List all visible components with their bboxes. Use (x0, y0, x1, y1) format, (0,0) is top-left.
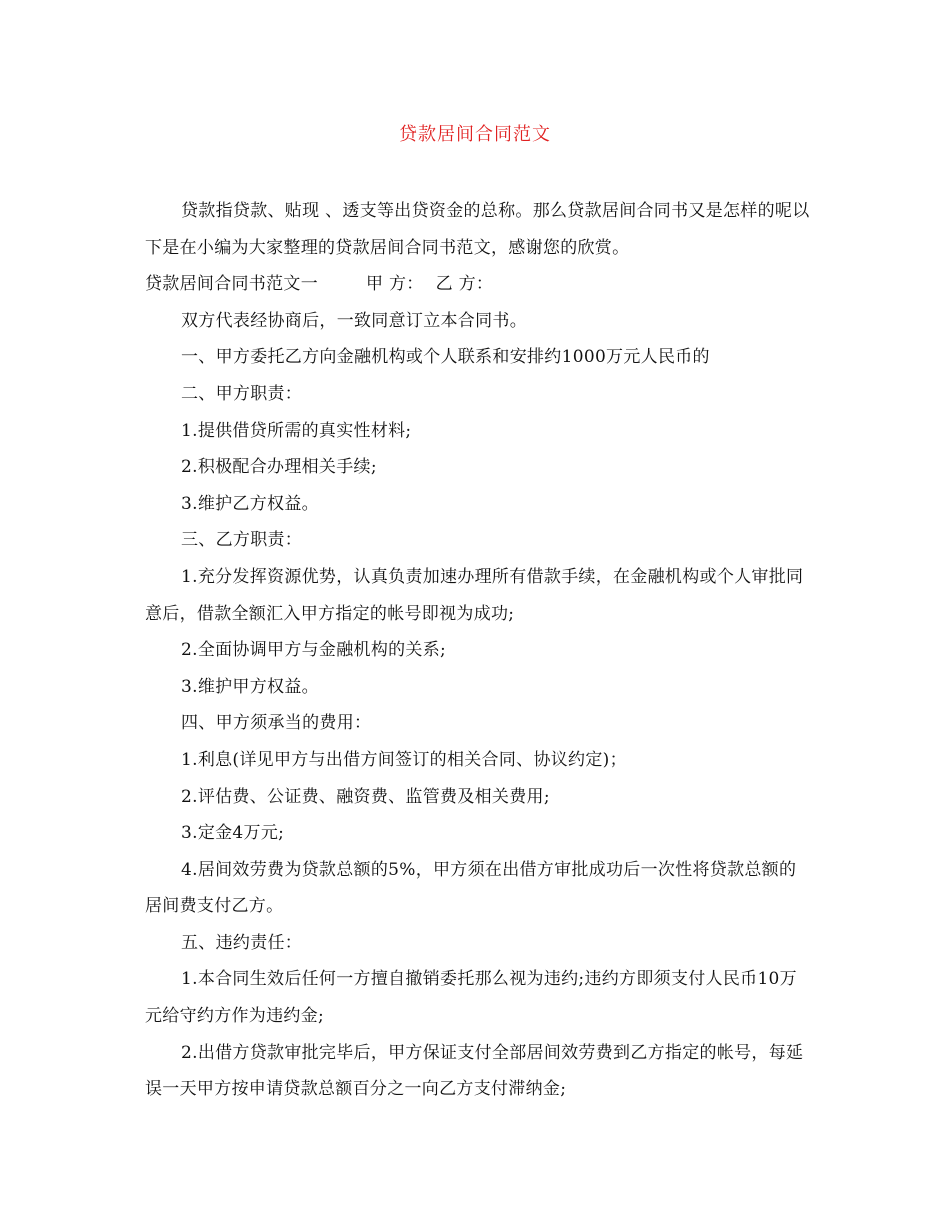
paragraph: 1.提供借贷所需的真实性材料; (181, 420, 412, 441)
paragraph: 3.定金4万元; (181, 823, 285, 844)
paragraph: 3.维护乙方权益。 (181, 493, 319, 514)
paragraph: 1.充分发挥资源优势，认真负责加速办理所有借款手续，在金融机构或个人审批同意后，借款全额汇入甲方指定的帐号即视为成功; (145, 566, 804, 624)
paragraph: 4.居间效劳费为贷款总额的5%，甲方须在出借方审批成功后一次性将贷款总额的居间费支付乙方。 (145, 859, 797, 917)
paragraph: 2.评估费、公证费、融资费、监管费及相关费用; (181, 786, 550, 807)
paragraph: 1.利息(详见甲方与出借方间签订的相关合同、协议约定)； (181, 749, 627, 770)
document-title: 贷款居间合同范文 (399, 124, 551, 145)
paragraph: 四、甲方须承当的费用： (181, 713, 372, 734)
party-b-label: 乙 方： (435, 274, 494, 295)
paragraph: 双方代表经协商后，一致同意订立本合同书。 (181, 310, 527, 331)
paragraph: 3.维护甲方权益。 (181, 676, 319, 697)
paragraph: 一、甲方委托乙方向金融机构或个人联系和安排约1000万元人民币的 (181, 347, 710, 368)
intro-paragraph: 贷款指贷款、贴现 、透支等出贷资金的总称。那么贷款居间合同书又是怎样的呢以下是在小编为大家整理的贷款居间合同书范文，感谢您的欣赏。 (145, 201, 810, 258)
paragraph: 五、违约责任： (181, 932, 303, 953)
sample-heading-name: 贷款居间合同书范文一 (145, 274, 318, 295)
paragraph: 1.本合同生效后任何一方擅自撤销委托那么视为违约;违约方即须支付人民币10万元给守约方作为违约金; (145, 969, 797, 1027)
paragraph: 2.全面协调甲方与金融机构的关系; (181, 640, 447, 661)
paragraph: 2.出借方贷款审批完毕后，甲方保证支付全部居间效劳费到乙方指定的帐号，每延误一天甲方按申请贷款总额百分之一向乙方支付滞纳金; (145, 1042, 804, 1100)
document-body (145, 193, 810, 1108)
sample-heading-line (145, 266, 810, 303)
paragraph: 三、乙方职责： (181, 530, 303, 551)
paragraph: 2.积极配合办理相关手续; (181, 457, 377, 478)
party-a-label: 甲 方： (366, 274, 424, 295)
paragraph: 二、甲方职责： (181, 383, 303, 404)
